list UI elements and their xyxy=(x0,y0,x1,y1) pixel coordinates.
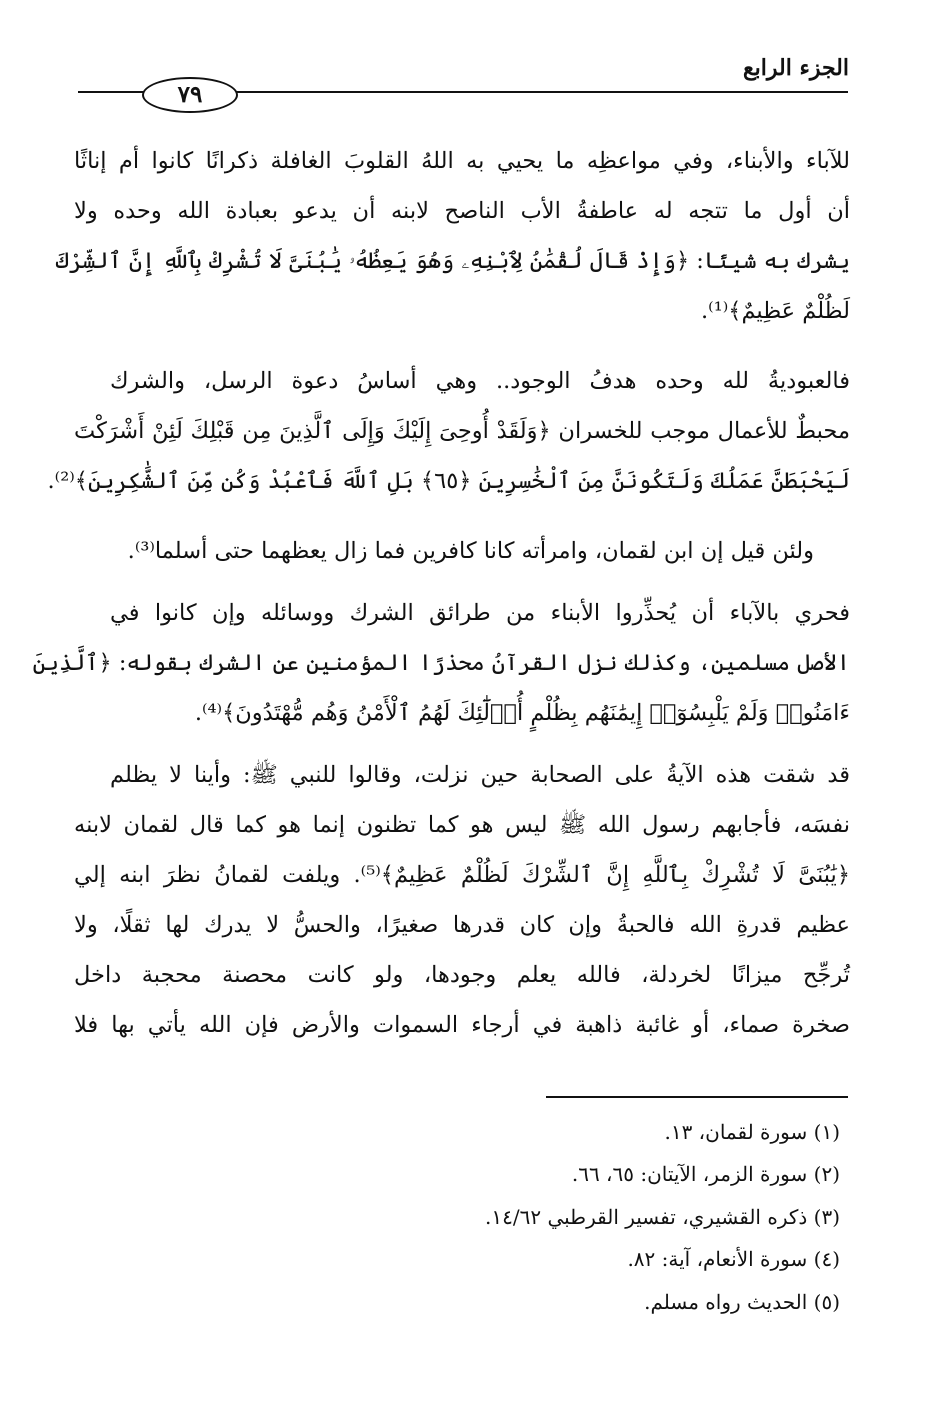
body-line: ولئن قيل إن ابن لقمان، وامرأته كانا كافرين فما زال يعظهما حتى أسلما⁽³⁾. xyxy=(127,538,814,564)
body-line: عظيم قدرةِ الله فالحبةُ وإن كان قدرها صغيرًا، والحسُّ لا يدرك لها ثقلًا، ولا xyxy=(74,912,850,938)
body-line: يشرك به شيئًا: ﴿وَإِذْ قَالَ لُقْمَٰنُ لِٱبْنِهِۦ وَهُوَ يَعِظُهُۥ يَٰبُنَىَّ لَا تُشْرِكْ بِٱللَّهِ إِنَّ ٱلشِّرْكَ xyxy=(55,248,850,274)
body-line: تُرجِّح ميزانًا لخردلة، فالله يعلم وجودها، ولو كانت محصنة محجبة داخل xyxy=(74,962,850,988)
footnote-item: (٥) الحديث رواه مسلم. xyxy=(644,1290,840,1314)
body-line: فحري بالآباء أن يُحذِّروا الأبناء من طرائق الشرك ووسائله وإن كانوا في xyxy=(110,600,850,626)
body-line: نفسَه، فأجابهم رسول الله ﷺ ليس هو كما تظنون إنما هو كما قال لقمان لابنه xyxy=(74,812,850,838)
body-line: الأصل مسلمين، وكذلك نزل القرآنُ محذرًا المؤمنين عن الشرك بقوله: ﴿ٱلَّذِينَ xyxy=(32,650,850,676)
body-line: ﴿يَٰبُنَىَّ لَا تُشْرِكْ بِٱللَّهِ إِنَّ ٱلشِّرْكَ لَظُلْمٌ عَظِيمٌ﴾⁽⁵⁾. ويلفت لقمانُ نظرَ ابنه إلي xyxy=(74,862,850,888)
body-line: للآباء والأبناء، وفي مواعظِه ما يحيي به اللهُ القلوبَ الغافلة ذكرانًا كانوا أم إناثًا xyxy=(74,148,850,174)
footnote-item: (٣) ذكره القشيري، تفسير القرطبي ١٤/٦٢. xyxy=(485,1205,840,1229)
section-title: الجزء الرابع xyxy=(742,55,849,81)
body-line: أن أول ما تتجه له عاطفةُ الأب الناصح لابنه أن يدعو بعبادة الله وحده ولا xyxy=(74,198,850,224)
body-line: محبطٌ للأعمال موجب للخسران ﴿وَلَقَدْ أُوحِىَ إِلَيْكَ وَإِلَى ٱلَّذِينَ مِن قَبْلِكَ لَئِنْ أَشْرَكْتَ xyxy=(74,418,850,444)
footnote-item: (١) سورة لقمان، ١٣. xyxy=(664,1120,840,1144)
body-line: لَظُلْمٌ عَظِيمٌ﴾⁽¹⁾. xyxy=(701,298,850,324)
body-line: صخرة صماء، أو غائبة ذاهبة في أرجاء السموات والأرض فإن الله يأتي بها فلا xyxy=(74,1012,850,1038)
page-number: ٧٩ xyxy=(142,77,238,113)
footnote-separator xyxy=(546,1096,848,1098)
body-line: لَيَحْبَطَنَّ عَمَلُكَ وَلَتَكُونَنَّ مِنَ ٱلْخَٰسِرِينَ ﴿٦٥﴾ بَلِ ٱللَّهَ فَٱعْبُدْ وَكُن مِّنَ ٱلشَّٰكِرِينَ﴾⁽²⁾. xyxy=(47,468,850,494)
body-line: قد شقت هذه الآيةُ على الصحابة حين نزلت، وقالوا للنبي ﷺ: وأينا لا يظلم xyxy=(110,762,850,788)
header-rule-right xyxy=(212,91,848,93)
body-line: ءَامَنُوا۟ وَلَمْ يَلْبِسُوٓا۟ إِيمَٰنَهُم بِظُلْمٍ أُو۟لَٰٓئِكَ لَهُمُ ٱلْأَمْنُ وَهُم مُّهْتَدُونَ﴾⁽⁴⁾. xyxy=(194,700,850,726)
body-line: فالعبوديةُ لله وحده هدفُ الوجود.. وهي أساسُ دعوة الرسل، والشرك xyxy=(110,368,851,394)
page-header xyxy=(0,55,944,115)
footnote-item: (٤) سورة الأنعام، آية: ٨٢. xyxy=(627,1247,840,1271)
footnote-item: (٢) سورة الزمر، الآيتان: ٦٥، ٦٦. xyxy=(571,1162,840,1186)
